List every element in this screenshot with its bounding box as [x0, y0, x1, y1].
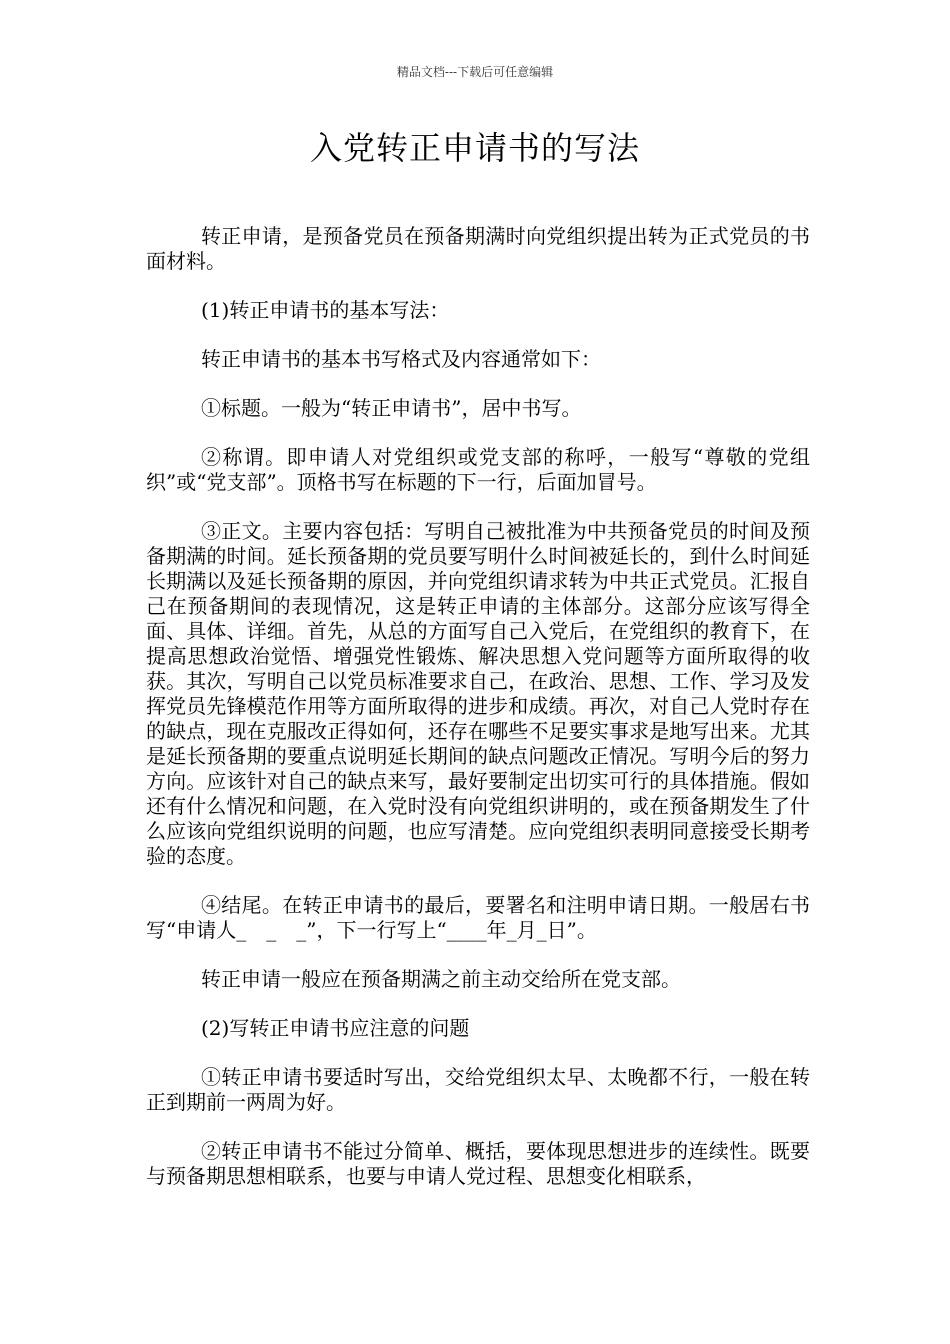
- document-body: [146, 224, 810, 1189]
- document-title: 入党转正申请书的写法: [309, 129, 640, 167]
- page-header: 精品文档---下载后可任意编辑: [396, 65, 554, 79]
- paragraph: (1)转正申请书的基本写法：: [201, 298, 450, 322]
- paragraph: ②称谓。即申请人对党组织或党支部的称呼，一般写“尊敬的党组织”或“党支部”。顶格书写在标题的下一行，后面加冒号。: [146, 445, 810, 494]
- paragraph: 转正申请书的基本书写格式及内容通常如下：: [201, 347, 601, 371]
- paragraph: ③正文。主要内容包括：写明自己被批准为中共预备党员的时间及预备期满的时间。延长预备期的党员要写明什么时间被延长的，到什么时间延长期满以及延长预备期的原因，并向党组织请求转为中共正式党员。汇报自己在预备期间的表现情况，这是转正申请的主体部分。这部分应该写得全面、具体、详细。首先，从总的方面写自己入党后，在党组织的教育下，在提高思想政治觉悟、增强党性锻炼、解决思想入党问题等方面所取得的收获。其次，写明自己以党员标准要求自己，在政治、思想、工作、学习及发挥党员先锋模范作用等方面所取得的进步和成绩。再次，对自己人党时存在的缺点，现在克服改正得如何，还存在哪些不足要实事求是地写出来。尤其是延长预备期的要重点说明延长期间的缺点问题改正情况。写明今后的努力方向。应该针对自己的缺点来写，最好要制定出切实可行的具体措施。假如还有什么情况和问题，在入党时没有向党组织讲明的，或在预备期发生了什么应该向党组织说明的问题，也应写清楚。应向党组织表明同意接受长期考验的态度。: [146, 519, 810, 868]
- paragraph: ②转正申请书不能过分简单、概括，要体现思想进步的连续性。既要与预备期思想相联系，也要与申请人党过程、思想变化相联系，: [146, 1139, 810, 1188]
- paragraph: ①转正申请书要适时写出，交给党组织太早、太晚都不行，一般在转正到期前一两周为好。: [146, 1065, 810, 1114]
- paragraph: ①标题。一般为“转正申请书”，居中书写。: [201, 396, 582, 420]
- paragraph: 转正申请，是预备党员在预备期满时向党组织提出转为正式党员的书面材料。: [146, 224, 810, 273]
- paragraph: ④结尾。在转正申请书的最后，要署名和注明申请日期。一般居右书写“申请人_ _ _”，下一行写上“____年_月_日”。: [146, 893, 810, 942]
- paragraph: 转正申请一般应在预备期满之前主动交给所在党支部。: [201, 967, 681, 991]
- paragraph: (2)写转正申请书应注意的问题: [201, 1016, 470, 1040]
